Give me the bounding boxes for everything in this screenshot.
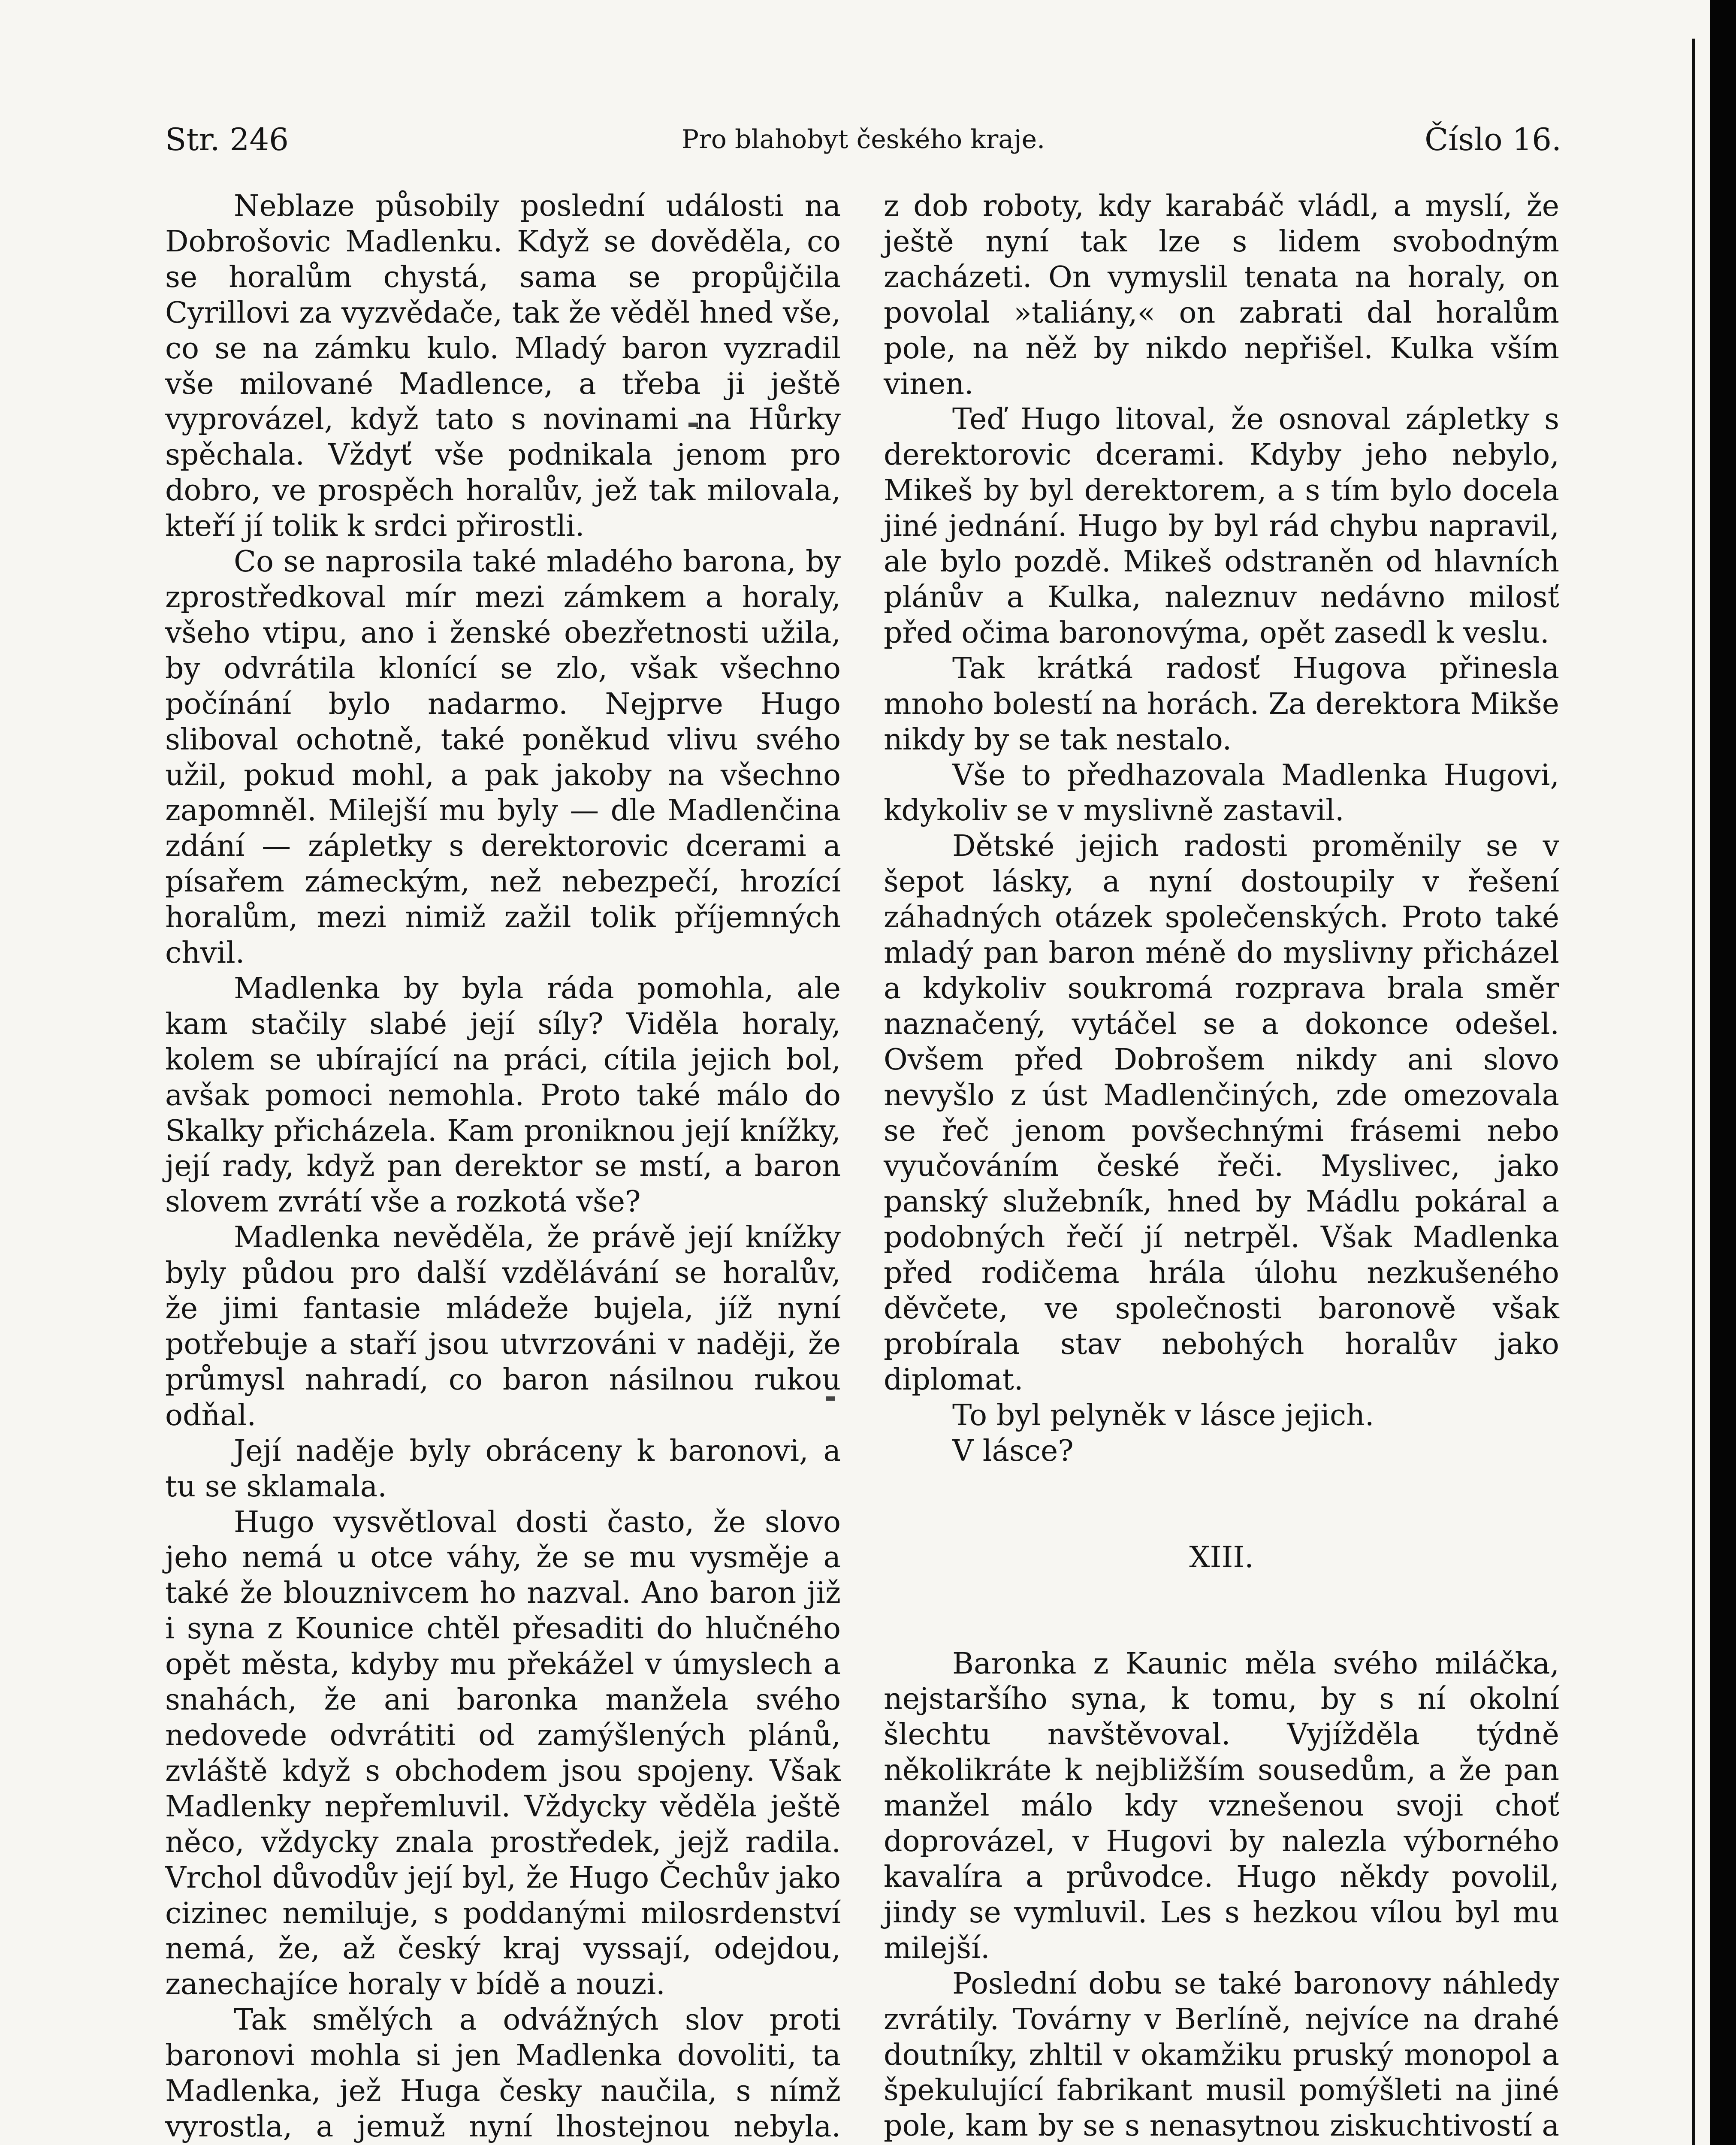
paragraph: Hugo vysvětloval dosti často, že slovo jeho nemá u otce váhy, že se mu vysměje a také že blouznivcem ho nazval. Ano baron již i syna z Kounice chtěl přesaditi do hlučného opět města, kdyby mu překážel v úmyslech a snahách, že ani baronka manžela svého nedovede odvrátiti od zamýšlených plánů, zvláště když s obchodem jsou spojeny. Však Madlenky nepřemluvil. Vždycky věděla ještě něco, vždycky znala prostředek, jejž radila. Vrchol důvodův její byl, že Hugo Čechův jako cizinec nemiluje, s poddanými milosrdenství nemá, že, až český kraj vyssají, odejdou, zanechajíce horaly v bídě a nouzi. (165, 1505, 841, 2002)
paragraph: Co se naprosila také mladého barona, by zprostředkoval mír mezi zámkem a horaly, všeho vtipu, ano i ženské obezřetnosti užila, by odvrátila klonící se zlo, však všechno počínání bylo nadarmo. Nejprve Hugo sliboval ochotně, také poněkud vlivu svého užil, pokud mohl, a pak jakoby na všechno zapomněl. Milejší mu byly — dle Madlenčina zdání — zápletky s derektorovic dcerami a písařem zámeckým, než nebezpečí, hrozící horalům, mezi nimiž zažil tolik příjemných chvil. (165, 545, 841, 970)
chapter-heading: XIII. (1189, 1540, 1254, 1574)
paragraph: Její naděje byly obráceny k baronovi, a tu se sklamala. (165, 1434, 841, 1504)
paragraph: Neblaze působily poslední události na Dobrošovic Madlenku. Když se dověděla, co se horalům chystá, sama se propůjčila Cyrillovi za vyzvědače, tak že věděl hned vše, co se na zámku kulo. Mladý baron vyzradil vše milované Madlence, a třeba ji ještě vyprovázel, když tato s novinami na Hůrky spěchala. Vždyť vše podnikala jenom pro dobro, ve prospěch horalův, jež tak milovala, kteří jí tolik k srdci přirostli. (165, 189, 841, 544)
paragraph: To byl pelyněk v lásce jejich. (952, 1398, 1374, 1432)
scan-border-line (1692, 39, 1695, 2145)
paragraph: Madlenka by byla ráda pomohla, ale kam stačily slabé její síly? Viděla horaly, kolem se ubírající na práci, cítila jejich bol, avšak pomoci nemohla. Proto také málo do Skalky přicházela. Kam proniknou její knížky, její rady, když pan derektor se mstí, a baron slovem zvrátí vše a rozkotá vše? (165, 971, 841, 1219)
paragraph: Baronka z Kaunic měla svého miláčka, nejstaršího syna, k tomu, by s ní okolní šlechtu navštěvoval. Vyjížděla týdně několikráte k nejbližším sousedům, a že pan manžel málo kdy vznešenou svoji choť doprovázel, v Hugovi by nalezla výborného kavalíra a průvodce. Hugo někdy povolil, jindy se vymluvil. Les s hezkou vílou byl mu milejší. (884, 1647, 1559, 1965)
paragraph: Tak krátká radosť Hugova přinesla mnoho bolestí na horách. Za derektora Mikše nikdy by se tak nestalo. (884, 651, 1559, 757)
left-column (165, 189, 841, 2145)
issue-number: Číslo 16. (1425, 121, 1561, 157)
running-header (165, 116, 1561, 163)
page-number: Str. 246 (165, 121, 289, 157)
right-column (884, 189, 1559, 2145)
paragraph-continuation: z dob roboty, kdy karabáč vládl, a myslí, že ještě nyní tak lze s lidem svobodným zacházeti. On vymyslil tenata na horaly, on povolal »taliány,« on zabrati dal horalům pole, na něž by nikdo nepřišel. Kulka vším vinen. (884, 189, 1559, 401)
paragraph: Poslední dobu se také baronovy náhledy zvrátily. Továrny v Berlíně, nejvíce na drahé doutníky, zhltil v okamžiku pruský monopol a špekulující fabrikant musil pomýšleti na jiné pole, kam by se s nenasytnou ziskuchtivostí a (884, 1967, 1559, 2143)
paragraph: Vše to předhazovala Madlenka Hugovi, kdykoliv se v myslivně zastavil. (884, 758, 1559, 828)
paragraph: Madlenka nevěděla, že právě její knížky byly půdou pro další vzdělávání se horalův, že jimi fantasie mládeže bujela, jíž nyní potřebuje a staří jsou utvrzováni v naději, že průmysl nahradí, co baron násilnou rukou odňal. (165, 1221, 841, 1432)
paragraph: Dětské jejich radosti proměnily se v šepot lásky, a nyní dostoupily v řešení záhadných otázek společenských. Proto také mladý pan baron méně do myslivny přicházel a kdykoliv soukromá rozprava brala směr naznačený, vytáčel se a dokonce odešel. Ovšem před Dobrošem nikdy ani slovo nevyšlo z úst Madlenčiných, zde omezovala se řeč jenom povšechnými frásemi nebo vyučováním české řeči. Myslivec, jako panský služebník, hned by Mádlu pokáral a podobných řečí jí netrpěl. Však Madlenka před rodičema hrála úlohu nezkušeného děvčete, ve společnosti baronově však probírala stav nebohých horalův jako diplomat. (884, 829, 1559, 1397)
scan-page-edge (1710, 0, 1736, 2145)
paragraph: Teď Hugo litoval, že osnoval zápletky s derektorovic dcerami. Kdyby jeho nebylo, Mikeš by byl derektorem, a s tím bylo docela jiné jednání. Hugo by byl rád chybu napravil, ale bylo pozdě. Mikeš odstraněn od hlavních plánův a Kulka, naleznuv nedávno milosť před očima baronovýma, opět zasedl k veslu. (884, 402, 1559, 650)
running-title: Pro blahobyt českého kraje. (681, 124, 1045, 154)
paragraph: Tak smělých a odvážných slov proti baronovi mohla si jen Madlenka dovoliti, ta Madlenka, jež Huga česky naučila, s nímž vyrostla, a jemuž nyní lhostejnou nebyla. (165, 2003, 841, 2144)
paragraph: V lásce? (952, 1434, 1074, 1468)
